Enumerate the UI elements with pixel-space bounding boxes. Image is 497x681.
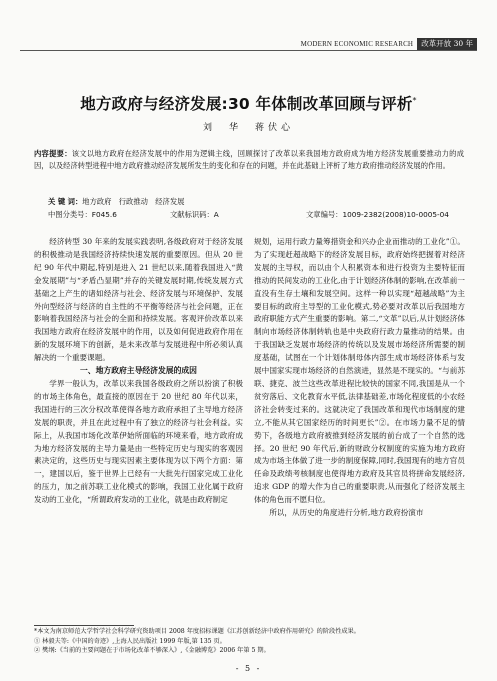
journal-header xyxy=(268,38,477,50)
footnote: *本文为南京师范大学哲学社会科学研究资助项目 2008 年度招标课题《江苏创新经济中政府作用研究》的阶段性成果。 xyxy=(34,628,360,635)
journal-column-badge: 改革开放 30 年 xyxy=(417,38,477,50)
abstract xyxy=(34,148,464,172)
article-number: 文章编号：1009-2382(2008)10-0005-04 xyxy=(306,210,449,219)
document-code: 文献标识码：A xyxy=(170,210,219,219)
keywords-label: 关 键 词： xyxy=(48,197,83,206)
article-meta xyxy=(48,210,468,222)
keywords xyxy=(48,197,184,207)
section-heading: 一、地方政府主导经济发展的成因 xyxy=(80,366,197,376)
paragraph: 经济转型 30 年来的发展实践表明,各级政府对于经济发展的积极推动是我国经济持续快速发展的重要原因。但从 20 世纪 90 年代中期起,特别是进入 21 世纪以来,随着我国进入“黄金发展期”与“矛盾凸显期”并存的关键发展时期,传统发展方式基础之上产生的诸如经济与社会、经济发展与环境保护、发展外向型经济与经济的自主性的不平衡等经济与社会问题，正在影响着我国经济与社会的全面和持续发展。客观评价改革以来我国地方政府在经济发展中的作用，以及如何促进政府作用在新的发展环境下的创新，是未来改革与发展进程中所必须认真解决的一个重要课题。 xyxy=(34,237,243,363)
journal-name-en: MODERN ECONOMIC RESEARCH xyxy=(300,40,414,48)
paragraph: 规划，运用行政力量筹措资金和兴办企业而推动的工业化”①。为了实现赶超战略下的经济发展目标，政府始终把握着对经济发展的主导权，而以由个人积累资本和进行投资为主要特征而推动的民间发动的工业化,由于计划经济体制的影响,在改革前一直没有生存土壤和发展空间。这样一种以实现“超越战略”为主要目标的政府主导型的工业化模式,势必要对改革以后我国地方政府职能方式产生重要的影响。第二,“文革”以后,从计划经济体制向市场经济体制转轨也是中央政府行政力量推动的结果。由于我国缺乏发展市场经济的传统以及发展市场经济所需要的制度基础，试图在一个计划体制母体内部生成市场经济体系与发展中国家实现市场经济的自然演进，显然是不现实的。“与前苏联、捷克、波兰这些改革进程比较快的国家不同,我国是从一个贫穷落后、文化教育水平低,法律基础差,市场化程度低的小农经济社会转变过来的。这就决定了我国改革和现代市场制度的建立,不能从其它国家经历的时间更长”②。在市场力量不足的情势下，各级地方政府被推到经济发展的前台成了一个自然的选择。20 世纪 90 年代后,新的财政分权制度的实施为地方政府成为市场主体做了进一步的制度保障,同时,我国现有的地方官员任命及政绩考核制度也使得地方政府及其官员将拼命发展经济,追求 GDP 的增大作为自己的重要职责,从而强化了经济发展主体的角色而不愿归位。 xyxy=(254,237,465,505)
clc-number: 中图分类号：F045.6 xyxy=(48,210,117,219)
abstract-label: 内容提要： xyxy=(34,149,72,158)
footnotes xyxy=(34,627,464,656)
article-title xyxy=(0,92,497,114)
footnote: ② 樊纲:《当前的主要问题在于市场化改革不够深入》,《金融博览》2006 年第 5 期。 xyxy=(34,647,270,655)
page-number: - 5 - xyxy=(235,664,262,673)
left-column xyxy=(34,236,243,507)
article-title-text: 地方政府与经济发展:30 年体制改革回顾与评析 xyxy=(80,95,413,113)
keywords-text: 地方政府 行政推动 经济发展 xyxy=(82,197,185,206)
paragraph: 所以，从历史的角度进行分析,地方政府扮演市 xyxy=(269,508,424,518)
header-rule xyxy=(20,50,477,51)
paragraph: 学界一般认为，改革以来我国各级政府之所以扮演了积极的市场主体角色，最直接的原因在于 20 世纪 80 年代以来，我国进行的三次分权改革使得各地方政府承担了主导地方经济发展的职责，并且在此过程中有了独立的经济与社会利益。实际上，从我国市场化改革伊始所面临的环境来看，地方政府成为地方经济发展的主导力量是由一些特定历史与现实的客观因素决定的，这些历史与现实因素主要体现为以下两个方面：第一，建国以后，鉴于世界上已经有一大批先行国家完成工业化的压力，加之前苏联工业化模式的影响，我国工业化属于政府发动的工业化，“所谓政府发动的工业化，就是由政府制定 xyxy=(34,378,243,505)
right-column xyxy=(254,236,465,520)
footnote-rule xyxy=(34,625,134,626)
authors: 刘 华 蒋伏心 xyxy=(202,123,294,133)
footnote: ① 林毅夫等:《中国的奇迹》,上海人民出版社 1999 年版,第 135 页。 xyxy=(34,637,226,645)
title-footnote-mark: * xyxy=(412,95,417,105)
abstract-text: 该文以地方政府在经济发展中的作用为逻辑主线，回顾探讨了改革以来我国地方政府成为地方经济发展重要推动力的成因，以及经济转型进程中地方政府推动经济发展所发生的变化和存在的问题，并在此基础上评析了地方政府推动经济发展的作用。 xyxy=(34,149,465,170)
